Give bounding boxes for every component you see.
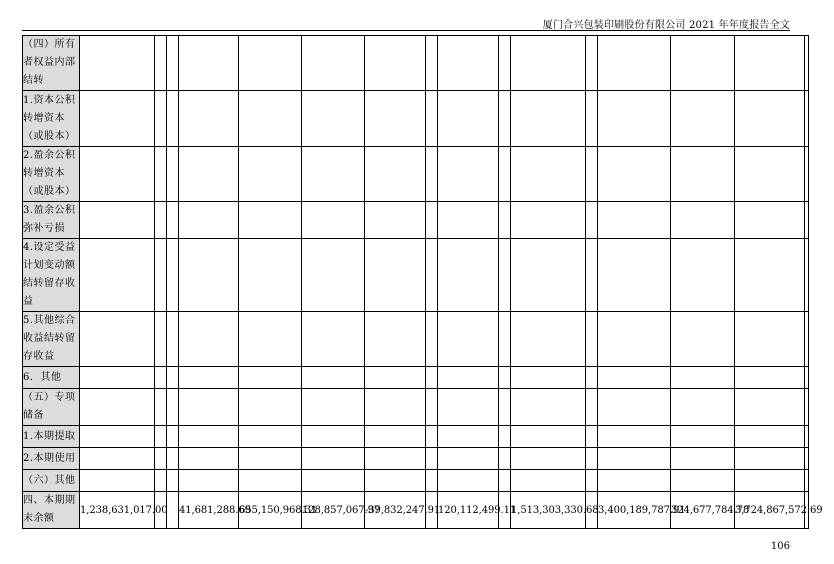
table-cell: [735, 367, 805, 389]
table-cell: [438, 36, 499, 91]
table-cell: [179, 239, 239, 312]
table-cell: [167, 492, 179, 529]
table-cell: [426, 470, 438, 492]
table-cell: [155, 36, 167, 91]
table-cell: [671, 91, 735, 147]
table-cell: [805, 426, 809, 448]
table-cell: 1,513,303,330.68: [511, 492, 586, 529]
table-row: [23, 470, 809, 492]
row-label: 2.盈余公积转增资本（或股本）: [23, 147, 80, 202]
table-cell: [511, 91, 586, 147]
row-label: 5.其他综合收益结转留存收益: [23, 312, 80, 367]
table-row: [23, 312, 809, 367]
table-cell: [80, 389, 155, 426]
table-cell: [735, 36, 805, 91]
table-cell: [438, 426, 499, 448]
table-row: [23, 91, 809, 147]
row-label: 3.盈余公积弥补亏损: [23, 202, 80, 239]
table-cell: -39,832,247.91: [365, 492, 426, 529]
table-row: [23, 36, 809, 91]
table-cell: [365, 367, 426, 389]
table-cell: [179, 448, 239, 470]
table-cell: [365, 239, 426, 312]
table-cell: [805, 367, 809, 389]
table-cell: [80, 147, 155, 202]
table-cell: [511, 36, 586, 91]
table-cell: [499, 389, 511, 426]
table-cell: [671, 470, 735, 492]
table-cell: [438, 470, 499, 492]
table-cell: [155, 202, 167, 239]
row-label: （四）所有者权益内部结转: [23, 36, 80, 91]
table-cell: [80, 91, 155, 147]
table-cell: [426, 426, 438, 448]
table-cell: [167, 312, 179, 367]
table-cell: [735, 147, 805, 202]
table-cell: [735, 470, 805, 492]
table-cell: [598, 36, 671, 91]
table-cell: [426, 239, 438, 312]
table-cell: [511, 202, 586, 239]
table-cell: [302, 312, 365, 367]
table-cell: [671, 239, 735, 312]
table-cell: [438, 448, 499, 470]
table-cell: [586, 239, 598, 312]
table-cell: [179, 202, 239, 239]
table-cell: [499, 202, 511, 239]
table-cell: [586, 367, 598, 389]
row-label: 1.本期提取: [23, 426, 80, 448]
table-cell: [598, 91, 671, 147]
table-cell: [302, 470, 365, 492]
row-label: 6．其他: [23, 367, 80, 389]
table-cell: [167, 367, 179, 389]
table-cell: 120,112,499.11: [438, 492, 499, 529]
table-cell: [598, 239, 671, 312]
table-cell: [167, 448, 179, 470]
table-cell: [302, 202, 365, 239]
table-cell: [426, 367, 438, 389]
table-cell: [365, 470, 426, 492]
table-cell: [239, 367, 302, 389]
table-cell: [805, 312, 809, 367]
table-cell: [426, 448, 438, 470]
table-cell: [365, 91, 426, 147]
table-cell: 3,400,189,787.91: [598, 492, 671, 529]
table-cell: [805, 470, 809, 492]
table-cell: [239, 147, 302, 202]
table-cell: 128,857,067.97: [302, 492, 365, 529]
table-cell: [155, 426, 167, 448]
table-cell: [586, 312, 598, 367]
table-cell: [671, 389, 735, 426]
table-cell: [155, 367, 167, 389]
row-label: （六）其他: [23, 470, 80, 492]
table-cell: [438, 389, 499, 426]
table-cell: [598, 312, 671, 367]
table-cell: [499, 239, 511, 312]
table-cell: [586, 426, 598, 448]
table-cell: [438, 312, 499, 367]
equity-change-table: [22, 35, 823, 529]
table-cell: [438, 367, 499, 389]
table-cell: [167, 202, 179, 239]
table-cell: [735, 202, 805, 239]
row-label: 四、本期期末余额: [23, 492, 80, 529]
table-row: [23, 239, 809, 312]
table-cell: [511, 239, 586, 312]
table-cell: [426, 202, 438, 239]
table-cell: [499, 470, 511, 492]
table-cell: [805, 239, 809, 312]
table-cell: [671, 312, 735, 367]
table-cell: [155, 147, 167, 202]
table-cell: [167, 470, 179, 492]
table-cell: [365, 36, 426, 91]
table-cell: [426, 147, 438, 202]
table-cell: [598, 470, 671, 492]
table-cell: [167, 36, 179, 91]
table-cell: [365, 147, 426, 202]
table-cell: [302, 147, 365, 202]
row-label: 2.本期使用: [23, 448, 80, 470]
table-cell: [805, 91, 809, 147]
table-cell: [179, 147, 239, 202]
table-cell: [302, 367, 365, 389]
table-cell: [805, 36, 809, 91]
table-cell: [426, 312, 438, 367]
table-cell: [167, 389, 179, 426]
table-cell: [80, 426, 155, 448]
table-cell: [671, 367, 735, 389]
table-cell: [365, 202, 426, 239]
table-cell: [239, 312, 302, 367]
table-cell: [426, 389, 438, 426]
table-cell: [179, 312, 239, 367]
table-cell: [302, 91, 365, 147]
table-cell: [586, 389, 598, 426]
table-cell: 324,677,784.78: [671, 492, 735, 529]
table-cell: [167, 91, 179, 147]
table-cell: [302, 239, 365, 312]
table-cell: [735, 239, 805, 312]
table-row: [23, 202, 809, 239]
table-cell: [735, 312, 805, 367]
table-cell: [80, 36, 155, 91]
table-cell: [598, 426, 671, 448]
table-cell: [179, 91, 239, 147]
table-cell: [499, 367, 511, 389]
table-cell: [805, 448, 809, 470]
table-cell: [365, 312, 426, 367]
table-cell: [598, 389, 671, 426]
table-cell: [155, 239, 167, 312]
table-cell: 1,238,631,017.00: [80, 492, 155, 529]
row-label: 1.资本公积转增资本（或股本）: [23, 91, 80, 147]
table-cell: [302, 389, 365, 426]
table-cell: [302, 36, 365, 91]
table-cell: 41,681,288.69: [179, 492, 239, 529]
table-cell: [511, 147, 586, 202]
table-row: [23, 367, 809, 389]
table-cell: [239, 470, 302, 492]
table-cell: [499, 91, 511, 147]
table-cell: [179, 367, 239, 389]
table-cell: [167, 426, 179, 448]
table-cell: [167, 147, 179, 202]
table-cell: [598, 147, 671, 202]
table-cell: [511, 470, 586, 492]
page-number: 106: [770, 541, 790, 552]
table-cell: [438, 239, 499, 312]
table-cell: [365, 426, 426, 448]
table-cell: [438, 147, 499, 202]
table-cell: [179, 389, 239, 426]
table-cell: [80, 312, 155, 367]
table-cell: [598, 367, 671, 389]
table-cell: [80, 448, 155, 470]
table-cell: [167, 239, 179, 312]
table-row: [23, 147, 809, 202]
table-cell: [735, 448, 805, 470]
table-cell: [586, 147, 598, 202]
table-cell: [239, 426, 302, 448]
table-cell: [735, 389, 805, 426]
table-cell: [80, 239, 155, 312]
table-row: [23, 389, 809, 426]
table-cell: [499, 448, 511, 470]
table-row: [23, 492, 809, 529]
table-cell: [671, 202, 735, 239]
table-row: [23, 448, 809, 470]
row-label: （五）专项储备: [23, 389, 80, 426]
table-cell: [735, 91, 805, 147]
table-cell: [365, 448, 426, 470]
table-cell: [586, 91, 598, 147]
table-cell: [511, 367, 586, 389]
table-cell: [239, 36, 302, 91]
table-cell: [671, 426, 735, 448]
table-cell: [179, 426, 239, 448]
table-cell: [805, 389, 809, 426]
table-cell: [598, 448, 671, 470]
table-cell: 655,150,968.31: [239, 492, 302, 529]
table-cell: [80, 367, 155, 389]
table-cell: [155, 389, 167, 426]
table-cell: [438, 91, 499, 147]
table-row: [23, 426, 809, 448]
table-cell: [80, 470, 155, 492]
table-cell: [671, 147, 735, 202]
table-cell: [239, 91, 302, 147]
table-cell: [239, 389, 302, 426]
report-header: 厦门合兴包装印刷股份有限公司 2021 年年度报告全文: [542, 20, 790, 31]
table-cell: [302, 448, 365, 470]
table-cell: [511, 312, 586, 367]
table-cell: [80, 202, 155, 239]
table-cell: [805, 147, 809, 202]
table-cell: [302, 426, 365, 448]
table-cell: [179, 470, 239, 492]
table-cell: [499, 147, 511, 202]
table-cell: [586, 36, 598, 91]
table-cell: [735, 426, 805, 448]
table-cell: [239, 239, 302, 312]
table-cell: [426, 36, 438, 91]
table-cell: [155, 312, 167, 367]
table-cell: [805, 202, 809, 239]
table-cell: [499, 36, 511, 91]
table-cell: [426, 91, 438, 147]
header-rule: [22, 30, 790, 31]
table-cell: [155, 448, 167, 470]
table-cell: [438, 202, 499, 239]
table-cell: [155, 91, 167, 147]
table-cell: [239, 202, 302, 239]
table-cell: [239, 448, 302, 470]
table-cell: [586, 448, 598, 470]
table-cell: [511, 426, 586, 448]
table-cell: [586, 470, 598, 492]
table-cell: 3,724,867,572.69: [735, 492, 805, 529]
row-label: 4.设定受益计划变动额结转留存收益: [23, 239, 80, 312]
table-cell: [671, 36, 735, 91]
table-cell: [155, 470, 167, 492]
table-cell: [586, 202, 598, 239]
table-cell: [179, 36, 239, 91]
table-cell: [671, 448, 735, 470]
table-cell: [511, 389, 586, 426]
table-cell: [511, 448, 586, 470]
table-cell: [499, 312, 511, 367]
table-cell: [365, 389, 426, 426]
table-cell: [598, 202, 671, 239]
table-cell: [499, 426, 511, 448]
